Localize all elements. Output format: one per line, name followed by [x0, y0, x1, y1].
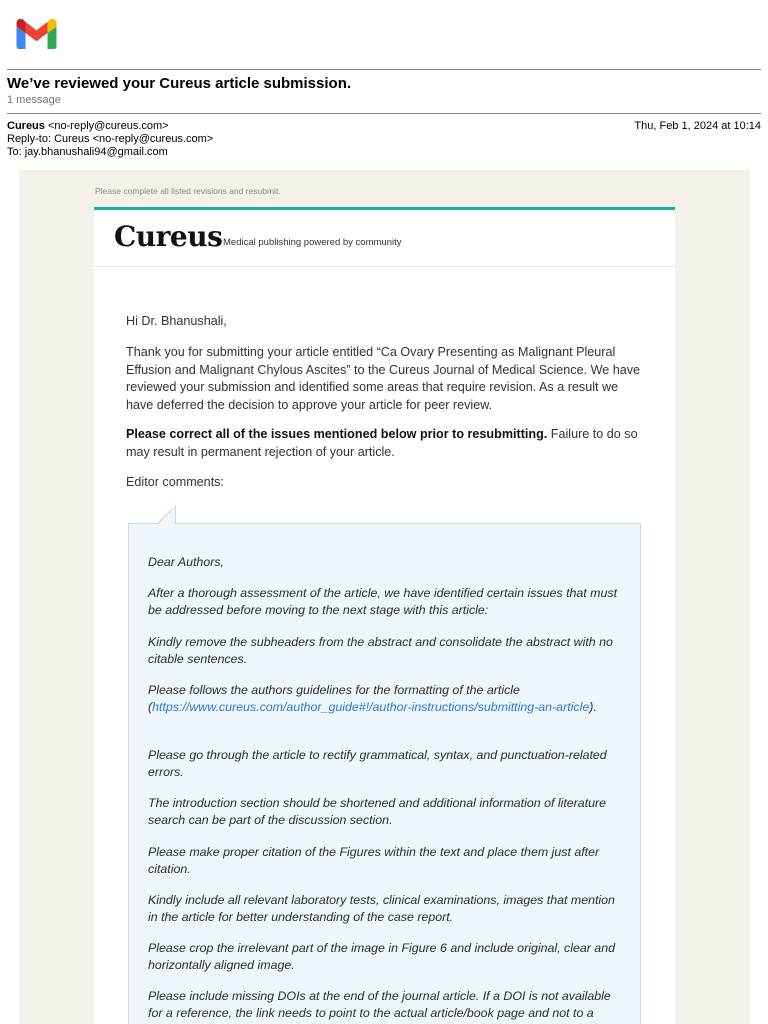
editor-comment [148, 682, 626, 716]
editor-comments-label: Editor comments: [126, 475, 224, 489]
recipient-line: To: jay.bhanushali94@gmail.com [7, 146, 168, 158]
warning-paragraph [126, 426, 646, 461]
greeting: Hi Dr. Bhanushali, [126, 314, 227, 328]
editor-comment: Kindly remove the subheaders from the abstract and consolidate the abstract with no citable sentences. [148, 635, 613, 666]
card-header [94, 210, 675, 267]
header-divider [7, 69, 761, 70]
editor-comment: After a thorough assessment of the article, we have identified certain issues that must be addressed before moving to the next stage with this article: [148, 586, 618, 617]
comment-text: ). [589, 700, 597, 714]
intro-paragraph: Thank you for submitting your article entitled “Ca Ovary Presenting as Malignant Pleural Effusion and Malignant Chylous Ascites” to the Cureus Journal of Medical Science. We have reviewed your submission and identified some areas that require revision. As a result we have deferred the decision to approve your article for peer review. [126, 345, 641, 412]
editor-comment: Dear Authors, [148, 555, 224, 569]
editor-comment: Kindly include all relevant laboratory tests, clinical examinations, images that mention in the article for better understanding of the case report. [148, 893, 615, 924]
warning-bold: Please correct all of the issues mentioned below prior to resubmitting. [126, 427, 548, 441]
editor-comment: Please make proper citation of the Figures within the text and place them just after citation. [148, 845, 600, 876]
warning-rest: Failure to do so may result in permanent rejection of your article. [126, 427, 638, 459]
editor-comment: The introduction section should be shortened and additional information of literature search can be part of the discussion section. [148, 796, 607, 827]
reply-to-line: Reply-to: Cureus <no-reply@cureus.com> [7, 133, 214, 145]
editor-comment: Please crop the irrelevant part of the image in Figure 6 and include original, clear and horizontally aligned image. [148, 941, 615, 972]
cureus-logo[interactable]: Cureus [114, 220, 223, 253]
gmail-logo-icon[interactable] [16, 18, 57, 49]
comment-text: Please follows the authors guidelines for the formatting of the article ( [148, 683, 520, 714]
sender-address: <no-reply@cureus.com> [47, 120, 169, 132]
cureus-tagline: Medical publishing powered by community [223, 237, 402, 248]
preheader-note: Please complete all listed revisions and resubmit. [95, 186, 281, 196]
sender-name[interactable]: Cureus [7, 120, 45, 132]
email-subject: We’ve reviewed your Cureus article submission. [7, 75, 352, 92]
bubble-tail-fill [157, 507, 175, 525]
author-guide-link[interactable]: https://www.cureus.com/author_guide#!/author-instructions/submitting-an-article [152, 700, 590, 714]
sender-line [7, 120, 169, 132]
editor-comment: Please include missing DOIs at the end of the journal article. If a DOI is not available for a reference, the link needs to point to the actual article/book page and not to a [148, 989, 611, 1020]
email-date: Thu, Feb 1, 2024 at 10:14 [634, 120, 761, 132]
subject-divider [7, 113, 761, 114]
message-count: 1 message [7, 94, 61, 106]
editor-comment: Please go through the article to rectify grammatical, syntax, and punctuation-related errors. [148, 748, 607, 779]
